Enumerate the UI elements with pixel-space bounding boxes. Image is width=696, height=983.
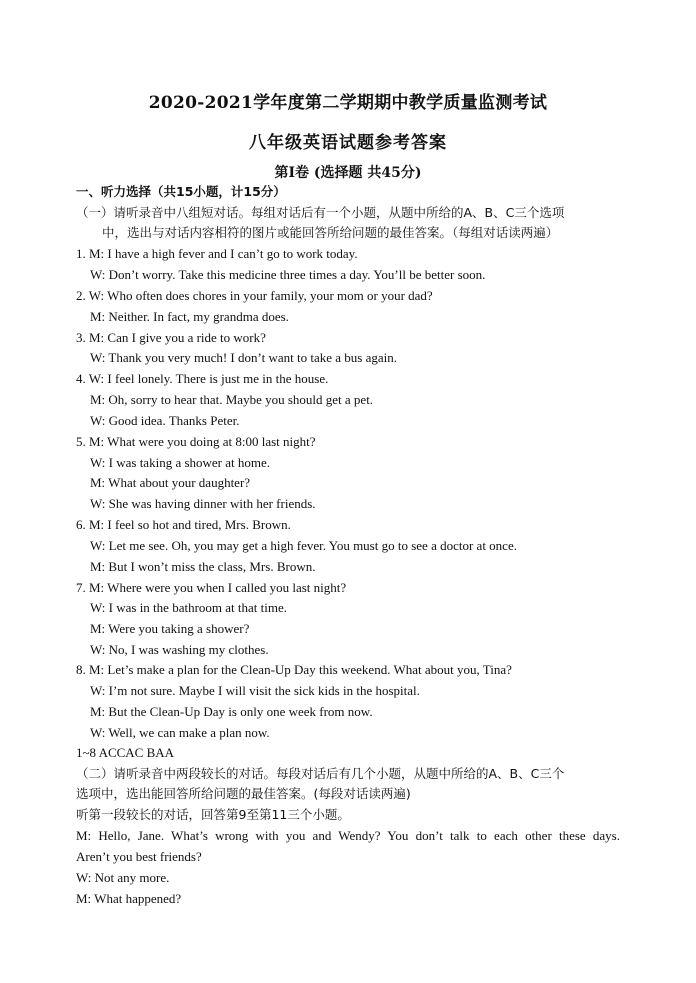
dialog-line: W: No, I was washing my clothes. (90, 642, 269, 657)
dialog-line: W: She was having dinner with her friends. (90, 496, 316, 511)
answer-key: 1~8 ACCAC BAA (76, 745, 175, 760)
part1-instruction: （一）请听录音中八组短对话。每组对话后有一个小题，从题中所给的A、B、C三个选项 (76, 205, 565, 220)
dialog-line: W: Don’t worry. Take this medicine three times a day. You’ll be better soon. (90, 267, 486, 282)
dialog-line: W: Not any more. (76, 870, 170, 885)
dialog-line: Aren’t you best friends? (76, 849, 202, 864)
dialog-line: M: Hello, Jane. What’s wrong with you and Wendy? You don’t talk to each other these days. (76, 828, 620, 843)
dialog-line: 5. M: What were you doing at 8:00 last night? (76, 434, 316, 449)
dialog-line: W: I’m not sure. Maybe I will visit the sick kids in the hospital. (90, 683, 420, 698)
part2-sub-instruction: 听第一段较长的对话，回答第9至第11三个小题。 (76, 807, 350, 822)
part1-instruction-cont: 中，选出与对话内容相符的图片或能回答所给问题的最佳答案。（每组对话读两遍） (102, 225, 559, 240)
dialog-line: W: Good idea. Thanks Peter. (90, 413, 240, 428)
part2-instruction: （二）请听录音中两段较长的对话。每段对话后有几个小题，从题中所给的A、B、C三个 (76, 766, 565, 781)
dialog-line: W: I was in the bathroom at that time. (90, 600, 287, 615)
dialog-line: M: What happened? (76, 891, 182, 906)
dialog-line: 7. M: Where were you when I called you last night? (76, 580, 347, 595)
dialog-line: W: Thank you very much! I don’t want to take a bus again. (90, 350, 397, 365)
dialog-line: W: Well, we can make a plan now. (90, 725, 270, 740)
section-heading: 一、听力选择（共15小题，计15分） (76, 184, 286, 199)
dialog-line: 2. W: Who often does chores in your family, your mom or your dad? (76, 288, 433, 303)
dialog-line: M: But I won’t miss the class, Mrs. Brown. (90, 559, 316, 574)
volume-heading: 第Ⅰ卷 (选择题 共45分) (274, 165, 422, 181)
dialog-line: M: Were you taking a shower? (90, 621, 250, 636)
page-title: 2020-2021学年度第二学期期中教学质量监测考试 (148, 93, 548, 113)
dialog-line: M: Oh, sorry to hear that. Maybe you should get a pet. (90, 392, 374, 407)
dialog-line: 4. W: I feel lonely. There is just me in the house. (76, 371, 329, 386)
dialog-line: M: Neither. In fact, my grandma does. (90, 309, 289, 324)
dialog-line: 3. M: Can I give you a ride to work? (76, 330, 266, 345)
dialog-line: 6. M: I feel so hot and tired, Mrs. Brown. (76, 517, 291, 532)
part2-instruction-cont: 选项中，选出能回答所给问题的最佳答案。(每段对话读两遍) (76, 786, 411, 801)
dialog-line: W: Let me see. Oh, you may get a high fever. You must go to see a doctor at once. (90, 538, 517, 553)
dialog-line: W: I was taking a shower at home. (90, 455, 271, 470)
dialog-line: M: What about your daughter? (90, 475, 251, 490)
dialog-line: 1. M: I have a high fever and I can’t go to work today. (76, 246, 358, 261)
page-subtitle: 八年级英语试题参考答案 (249, 133, 447, 153)
dialog-line: M: But the Clean-Up Day is only one week from now. (90, 704, 373, 719)
dialog-line: 8. M: Let’s make a plan for the Clean-Up Day this weekend. What about you, Tina? (76, 662, 512, 677)
